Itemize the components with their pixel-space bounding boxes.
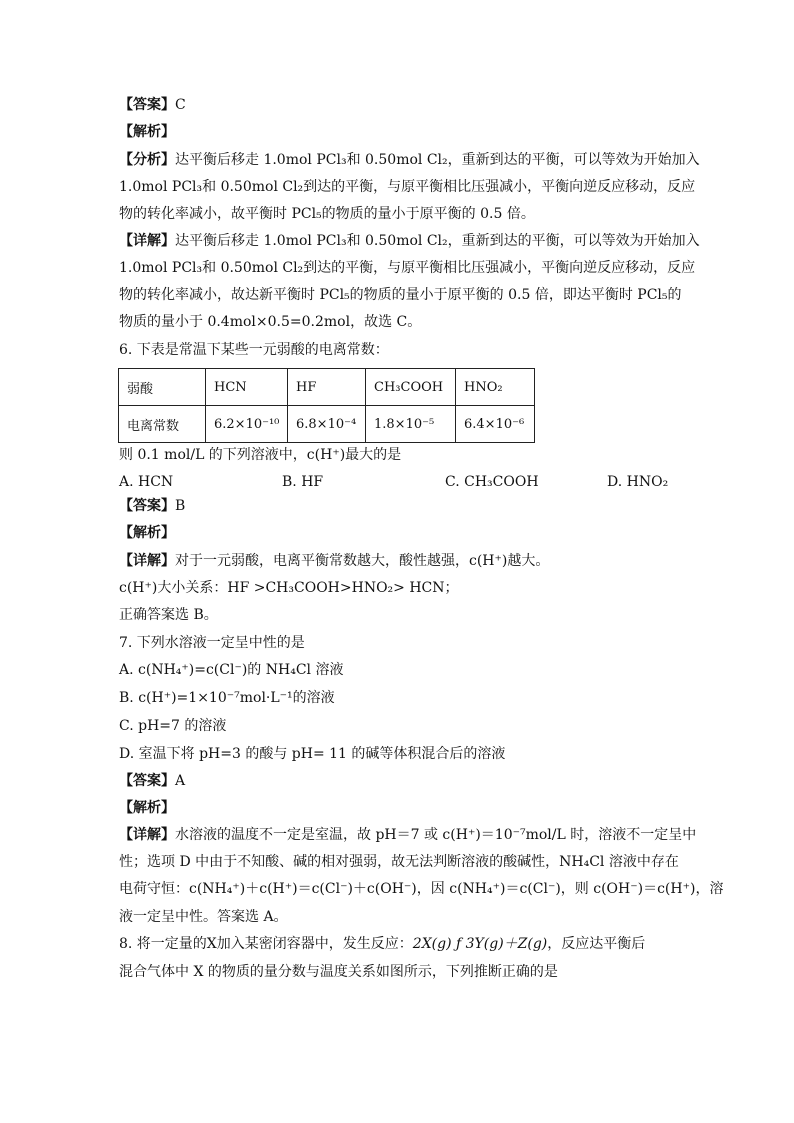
analysis-tag: 【解析】 [119, 800, 175, 816]
answer-tag: 【答案】 [119, 97, 175, 113]
table-cell: 6.2×10⁻¹⁰ [206, 406, 288, 443]
xiangjie-tag: 【详解】 [119, 233, 175, 249]
question-8-stem-line-1 [119, 935, 645, 953]
xiangjie-line-1 [119, 232, 700, 250]
answer-line [119, 772, 185, 790]
question-6-stem: 6. 下表是常温下某些一元弱酸的电离常数： [119, 342, 389, 358]
option-c: C. pH=7 的溶液 [119, 718, 227, 734]
table-header-row [119, 369, 535, 406]
analysis-tag: 【解析】 [119, 124, 175, 140]
reaction-equation: 2X(g) ƒ 3Y(g)＋Z(g) [412, 936, 548, 952]
question-8-stem-b: ，反应达平衡后 [547, 936, 646, 952]
table-cell: HCN [206, 369, 288, 406]
option-b: B. HF [282, 474, 324, 490]
option-b: B. c(H⁺)=1×10⁻⁷mol·L⁻¹的溶液 [119, 690, 335, 706]
answer-tag: 【答案】 [119, 773, 175, 789]
option-a: A. c(NH₄⁺)=c(Cl⁻)的 NH₄Cl 溶液 [119, 662, 344, 678]
xiangjie-line-4: 液一定呈中性。答案选 A。 [119, 909, 288, 925]
table-cell: CH₃COOH [366, 369, 456, 406]
fenxi-text-1: 达平衡后移走 1.0mol PCl₃和 0.50mol Cl₂，重新到达的平衡，可以等效为开始加入 [175, 152, 700, 168]
table-row-label: 电离常数 [119, 406, 206, 443]
xiangjie-text-1: 达平衡后移走 1.0mol PCl₃和 0.50mol Cl₂，重新到达的平衡，可以等效为开始加入 [175, 233, 700, 249]
table-cell: HNO₂ [456, 369, 535, 406]
xiangjie-line-3: 物的转化率减小，故达新平衡时 PCl₅的物质的量小于原平衡的 0.5 倍，即达平衡时 PCl₅的 [119, 287, 682, 303]
xiangjie-line-3: 正确答案选 B。 [119, 607, 218, 623]
ionization-constant-table [118, 368, 535, 443]
xiangjie-line-3: 电荷守恒：c(NH₄⁺)＋c(H⁺)＝c(Cl⁻)＋c(OH⁻)，因 c(NH₄⁺)＝c(Cl⁻)，则 c(OH⁻)＝c(H⁺)，溶 [119, 881, 724, 897]
xiangjie-tag: 【详解】 [119, 553, 175, 569]
table-row [119, 406, 535, 443]
xiangjie-line-4: 物质的量小于 0.4mol×0.5=0.2mol，故选 C。 [119, 314, 422, 330]
xiangjie-line-1 [119, 552, 549, 570]
xiangjie-line-2: 性；选项 D 中由于不知酸、碱的相对强弱，故无法判断溶液的酸碱性，NH₄Cl 溶液中存在 [119, 854, 679, 870]
answer-value: B [175, 498, 186, 514]
question-8-stem-line-2: 混合气体中 X 的物质的量分数与温度关系如图所示，下列推断正确的是 [119, 964, 558, 980]
answer-line [119, 497, 185, 515]
xiangjie-text-1: 对于一元弱酸，电离平衡常数越大，酸性越强，c(H⁺)越大。 [175, 553, 550, 569]
fenxi-line-3: 物的转化率减小，故平衡时 PCl₅的物质的量小于原平衡的 0.5 倍。 [119, 206, 535, 222]
answer-line [119, 96, 186, 114]
table-cell: 弱酸 [119, 369, 206, 406]
fenxi-line-1 [119, 151, 700, 169]
table-cell: 6.4×10⁻⁶ [456, 406, 535, 443]
xiangjie-line-2: c(H⁺)大小关系：HF >CH₃COOH>HNO₂> HCN； [119, 580, 459, 596]
xiangjie-tag: 【详解】 [119, 827, 175, 843]
table-cell: 6.8×10⁻⁴ [288, 406, 366, 443]
table-cell: 1.8×10⁻⁵ [366, 406, 456, 443]
option-a: A. HCN [119, 474, 174, 490]
table-cell: HF [288, 369, 366, 406]
option-d: D. 室温下将 pH=3 的酸与 pH= 11 的碱等体积混合后的溶液 [119, 746, 506, 762]
xiangjie-line-1 [119, 826, 696, 844]
option-c: C. CH₃COOH [445, 474, 539, 490]
answer-tag: 【答案】 [119, 498, 175, 514]
fenxi-line-2: 1.0mol PCl₃和 0.50mol Cl₂到达的平衡，与原平衡相比压强减小，平衡向逆反应移动，反应 [119, 179, 696, 195]
xiangjie-text-1: 水溶液的温度不一定是室温，故 pH＝7 或 c(H⁺)＝10⁻⁷mol/L 时，溶液不一定呈中 [175, 827, 697, 843]
question-8-stem-a: 8. 将一定量的X加入某密闭容器中，发生反应： [119, 936, 413, 952]
answer-value: A [175, 773, 186, 789]
option-d: D. HNO₂ [607, 474, 669, 490]
analysis-tag: 【解析】 [119, 525, 175, 541]
xiangjie-line-2: 1.0mol PCl₃和 0.50mol Cl₂到达的平衡，与原平衡相比压强减小，平衡向逆反应移动，反应 [119, 260, 696, 276]
answer-value: C [175, 97, 186, 113]
question-6-prompt: 则 0.1 mol/L 的下列溶液中，c(H⁺)最大的是 [119, 447, 402, 463]
fenxi-tag: 【分析】 [119, 152, 175, 168]
question-7-stem: 7. 下列水溶液一定呈中性的是 [119, 635, 305, 651]
